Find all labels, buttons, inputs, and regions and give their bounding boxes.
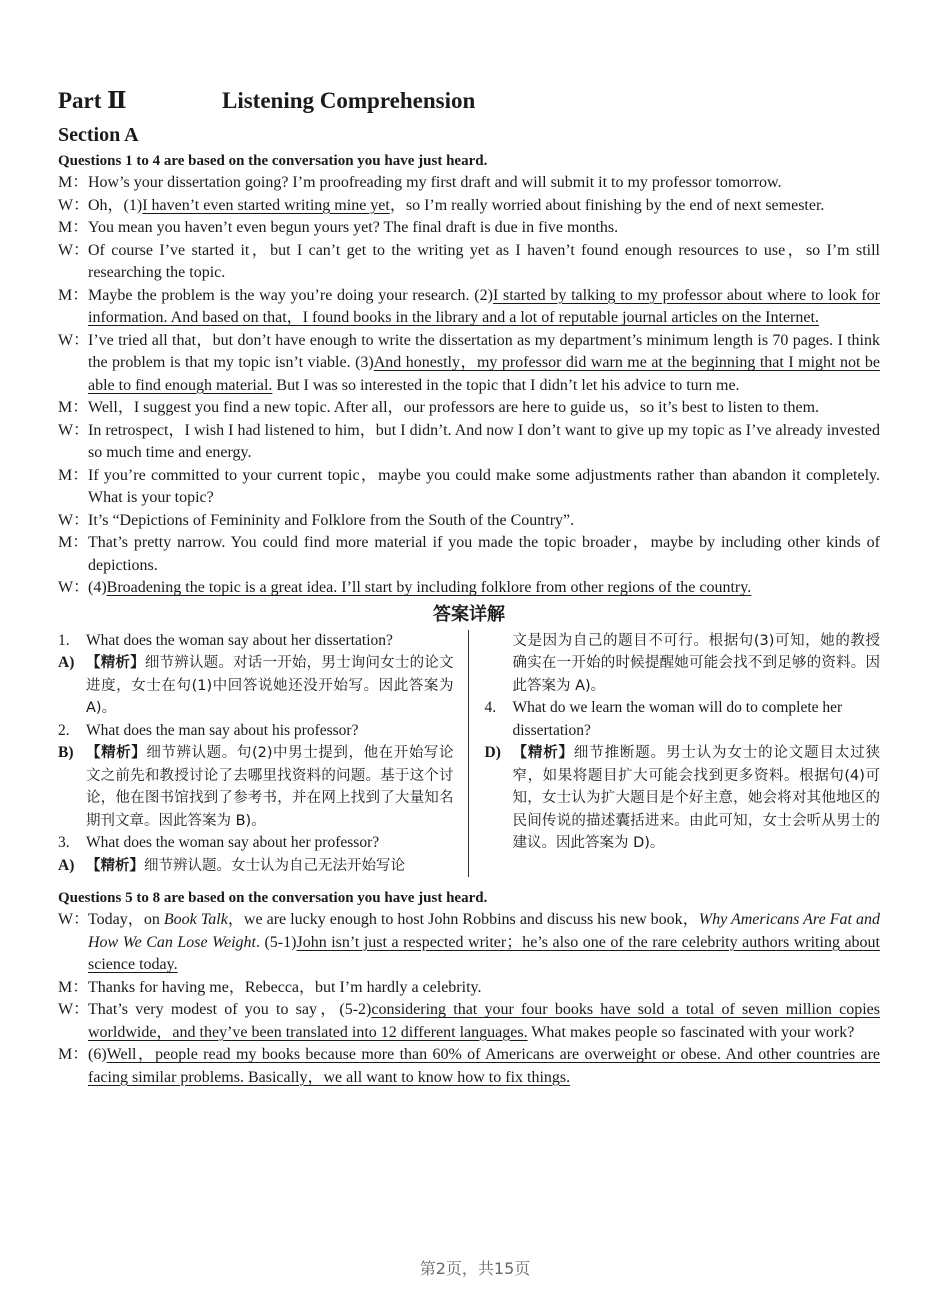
dialogue-turn <box>58 577 880 600</box>
text-segment: In retrospect，I wish I had listened to him，but I didn’t. And now I don’t want to give up my topic as I’ve already invested so much time and energy. <box>88 421 880 461</box>
dialogue-text <box>88 330 880 398</box>
speaker-label: W： <box>58 331 90 349</box>
dialogue-text <box>88 172 880 195</box>
page-number-footer: 第2页，共15页 <box>419 1259 531 1278</box>
speaker-label: W： <box>58 421 90 439</box>
speaker-label: M： <box>58 1046 89 1063</box>
speaker-label: W： <box>58 511 90 529</box>
dialogue-turn <box>58 217 880 240</box>
text-segment: (6) <box>88 1046 107 1063</box>
answers-right-column <box>469 630 881 878</box>
text-segment: Of course I’ve started it，but I can’t get to the writing yet as I haven’t found enough resources to use，so I’m still researching the topic. <box>88 241 880 281</box>
text-segment: . (5-1) <box>255 933 297 951</box>
text-segment: Maybe the problem is the way you’re doing your research. (2) <box>88 286 493 304</box>
answers-columns <box>58 630 880 878</box>
text-segment: Oh，(1) <box>88 196 143 214</box>
part-title: Listening Comprehension <box>222 88 476 113</box>
dialogue-turn <box>58 285 880 330</box>
question-4: 4. What do we learn the woman will do to complete her dissertation? <box>484 699 843 739</box>
questions-5-8-heading: Questions 5 to 8 are based on the conversation you have just heard. <box>58 890 488 906</box>
dialogue-text <box>88 909 880 977</box>
dialogue-turn <box>58 532 880 577</box>
text-segment: It’s “Depictions of Femininity and Folklore from the South of the Country”. <box>88 511 575 529</box>
dialogue-text <box>88 977 880 1000</box>
text-segment: ，so I’m really worried about finishing by the end of next semester. <box>389 196 825 214</box>
question-2: 2. What does the man say about his professor? <box>58 721 359 739</box>
answer-1: A) 【精析】细节辨认题。对话一开始，男士询问女士的论文进度，女士在句(1)中回答说她还没开始写。因此答案为 A)。 <box>58 654 454 716</box>
speaker-label: M： <box>58 286 89 304</box>
dialogue-text <box>88 1044 880 1089</box>
text-segment: How’s your dissertation going? I’m proofreading my first draft and will submit it to my professor tomorrow. <box>88 174 782 191</box>
underlined-key-sentence: I started by talking to my professor about where to look for information. And based on that，I found books in the library and a lot of reputable journal articles on the Internet. <box>88 286 880 326</box>
dialogue-turn <box>58 195 880 218</box>
speaker-label: W： <box>58 241 90 259</box>
text-segment: ，we are lucky enough to host John Robbins and discuss his new book， <box>227 911 699 928</box>
question-3: 3. What does the woman say about her professor? <box>58 834 380 851</box>
dialogue-text <box>88 577 880 600</box>
dialogue-turn <box>58 420 880 465</box>
speaker-label: M： <box>58 534 89 551</box>
dialogue-turn <box>58 909 880 977</box>
speaker-label: W： <box>58 579 90 596</box>
underlined-key-sentence: And honestly，my professor did warn me at the beginning that I might not be able to find enough material. <box>88 354 880 394</box>
text-segment: That’s very modest of you to say，(5-2) <box>88 1001 372 1018</box>
underlined-key-sentence: John isn’t just a respected writer；he’s also one of the rare celebrity authors writing about science today. <box>88 933 881 973</box>
speaker-label: M： <box>58 399 89 416</box>
dialogue-text <box>88 397 880 420</box>
dialogue-text <box>88 510 880 533</box>
speaker-label: M： <box>58 978 89 996</box>
dialogue-text <box>88 195 880 218</box>
text-segment: I’ve tried all that，but don’t have enough to write the dissertation as my department’s minimum length is 70 pages. I think the problem is that my topic isn’t viable. (3) <box>88 331 880 371</box>
speaker-label: M： <box>58 219 89 236</box>
dialogue-turn <box>58 330 880 398</box>
speaker-label: M： <box>58 466 89 484</box>
dialogue-text <box>88 532 880 577</box>
part-number: Part Ⅱ <box>58 88 127 113</box>
answers-left-column <box>58 630 469 878</box>
conversation-2 <box>58 909 880 1089</box>
speaker-label: W： <box>58 911 90 928</box>
dialogue-turn <box>58 977 880 1000</box>
dialogue-turn <box>58 172 880 195</box>
section-title: Section A <box>58 124 139 146</box>
text-segment: What makes people so fascinated with your work? <box>527 1023 855 1041</box>
underlined-key-sentence: considering that your four books have sold a total of seven million copies worldwide，and they’ve been translated into 12 different languages. <box>88 1001 880 1041</box>
answer-3: A) 【精析】细节辨认题。女士认为自己无法开始写论 <box>58 856 405 874</box>
dialogue-text <box>88 420 880 465</box>
dialogue-turn <box>58 510 880 533</box>
underlined-key-sentence: I haven’t even started writing mine yet <box>142 196 390 214</box>
dialogue-turn <box>58 240 880 285</box>
dialogue-turn <box>58 397 880 420</box>
dialogue-turn <box>58 465 880 510</box>
dialogue-text <box>88 999 880 1044</box>
speaker-label: W： <box>58 196 90 214</box>
dialogue-turn <box>58 999 880 1044</box>
dialogue-text <box>88 240 880 285</box>
text-segment: Today，on <box>88 911 164 928</box>
text-segment: But I was so interested in the topic that I didn’t let his advice to turn me. <box>272 376 740 394</box>
question-1: 1. What does the woman say about her dissertation? <box>58 631 393 649</box>
text-segment: Book Talk <box>163 911 228 928</box>
dialogue-text <box>88 465 880 510</box>
dialogue-turn <box>58 1044 880 1089</box>
speaker-label: M： <box>58 174 89 191</box>
answer-3-continued: 文是因为自己的题目不可行。根据句(3)可知，她的教授确实在一开始的时候提醒她可能会找不到足够的资料。因此答案为 A)。 <box>512 632 880 694</box>
text-segment: If you’re committed to your current topic，maybe you could make some adjustments rather than abandon it completely. What is your topic? <box>88 466 880 506</box>
dialogue-text <box>88 217 880 240</box>
text-segment: Thanks for having me，Rebecca，but I’m hardly a celebrity. <box>88 978 482 996</box>
page-content <box>58 84 880 1089</box>
text-segment: (4) <box>88 579 107 596</box>
dialogue-text <box>88 285 880 330</box>
text-segment: You mean you haven’t even begun yours yet? The final draft is due in five months. <box>88 219 619 236</box>
answers-title: 答案详解 <box>433 603 505 625</box>
underlined-key-sentence: Well，people read my books because more than 60% of Americans are overweight or obese. And other countries are facing similar problems. Basically，we all want to know how to fix things. <box>88 1046 880 1086</box>
conversation-1 <box>58 172 880 600</box>
text-segment: Well，I suggest you find a new topic. After all，our professors are here to guide us，so it’s best to listen to them. <box>88 399 820 416</box>
text-segment: That’s pretty narrow. You could find more material if you made the topic broader，maybe by including other kinds of depictions. <box>88 534 880 574</box>
part-heading <box>58 84 880 118</box>
questions-1-4-heading: Questions 1 to 4 are based on the conversation you have just heard. <box>58 153 488 169</box>
text-segment: Why Americans Are Fat and How We Can Lose Weight <box>88 911 880 951</box>
answer-4: D) 【精析】细节推断题。男士认为女士的论文题目太过狭窄，如果将题目扩大可能会找到更多资料。根据句(4)可知，女士认为扩大题目是个好主意，她会将对其他地区的民间传说的描述囊括进来。由此可知，女士会听从男士的建议。因此答案为 D)。 <box>484 744 881 851</box>
underlined-key-sentence: Broadening the topic is a great idea. I’ll start by including folklore from other regions of the country. <box>106 579 752 596</box>
speaker-label: W： <box>58 1001 90 1018</box>
answer-2: B) 【精析】细节辨认题。句(2)中男士提到，他在开始写论文之前先和教授讨论了去哪里找资料的问题。基于这个讨论，他在图书馆找到了参考书，并在网上找到了大量知名期刊文章。因此答案为 B)。 <box>58 744 454 829</box>
